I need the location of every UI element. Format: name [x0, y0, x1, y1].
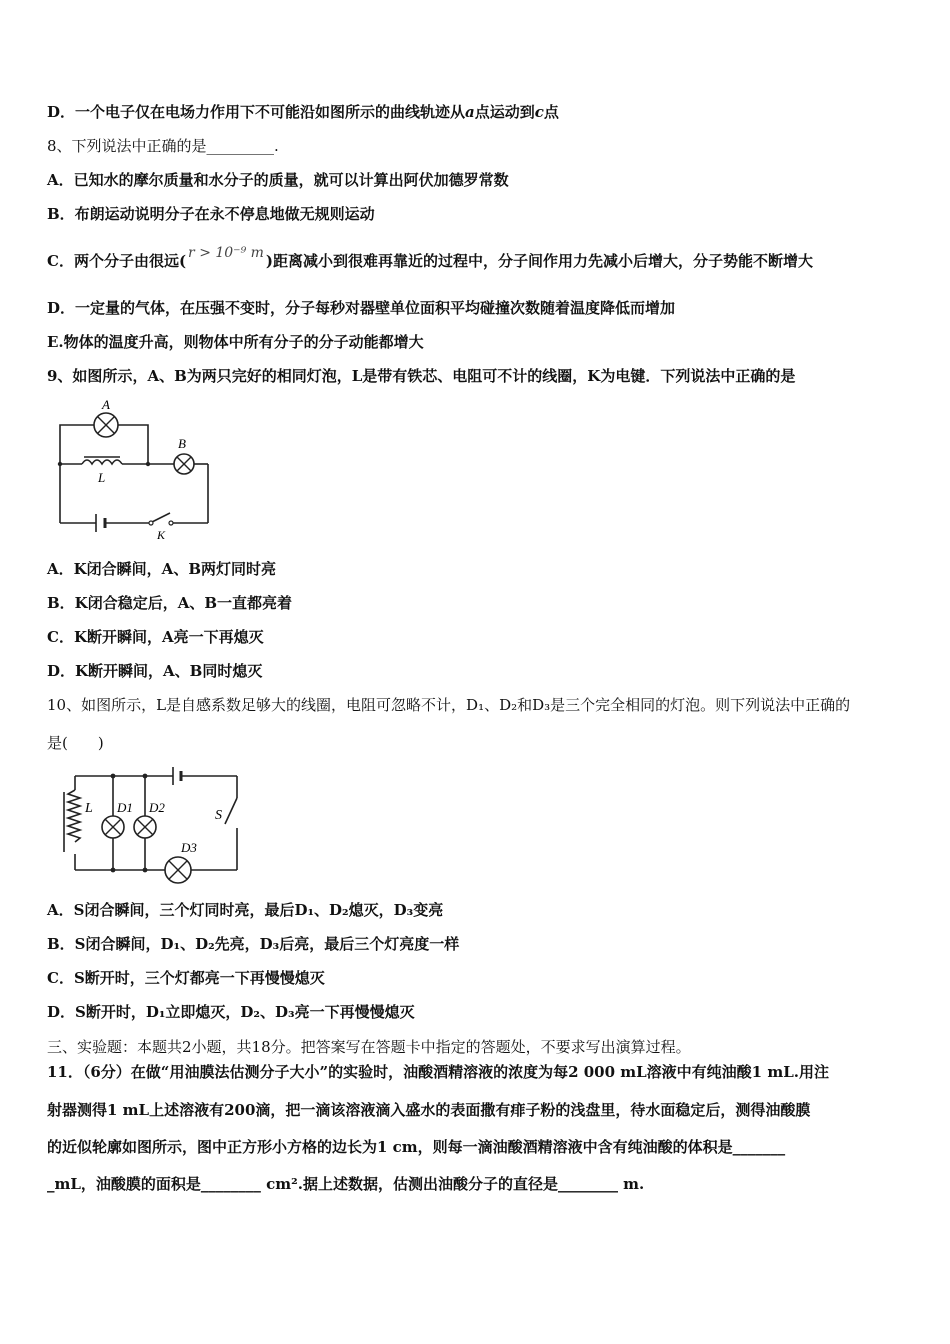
- q8-option-b: B．布朗运动说明分子在永不停息地做无规则运动: [47, 205, 375, 223]
- q10-option-a: A．S闭合瞬间，三个灯同时亮，最后D₁、D₂熄灭，D₃变亮: [47, 901, 444, 919]
- q9-circuit-figure: [50, 398, 220, 543]
- q10-label-l: L: [85, 801, 93, 816]
- q9-label-l: L: [98, 470, 106, 485]
- q11-line-4: _mL，油酸膜的面积是________ cm².据上述数据，估测出油酸分子的直径是________ m.: [47, 1175, 645, 1193]
- q10-stem-line2: 是( ): [47, 734, 104, 752]
- q8-formula: r > 10⁻⁹ m: [188, 245, 264, 261]
- q9-label-a: A: [102, 398, 110, 412]
- q10-label-d2: D2: [149, 800, 165, 815]
- q7-option-d-label: D．: [47, 103, 76, 121]
- q8-option-e: E.物体的温度升高，则物体中所有分子的分子动能都增大: [47, 333, 424, 351]
- q10-option-c: C．S断开时，三个灯都亮一下再慢慢熄灭: [47, 969, 325, 987]
- q9-lamp-a: [94, 413, 118, 437]
- q7-option-d: [47, 102, 559, 122]
- q7-option-d-text-3: 点: [543, 103, 559, 121]
- q10-circuit-figure: [55, 762, 245, 887]
- q9-option-a: A．K闭合瞬间，A、B两灯同时亮: [47, 560, 276, 578]
- q11-line-3: 的近似轮廓如图所示，图中正方形小方格的边长为1 cm，则每一滴油酸酒精溶液中含有纯油酸的体积是_______: [47, 1138, 786, 1156]
- q7-option-d-text-2: 点运动到: [474, 103, 535, 121]
- q8-option-c-pre: C．两个分子由很远(: [47, 252, 187, 270]
- q9-label-k: K: [157, 528, 166, 542]
- q8-option-a: A．已知水的摩尔质量和水分子的质量，就可以计算出阿伏加德罗常数: [47, 171, 509, 189]
- q11-line-2: 射器测得1 mL上述溶液有200滴，把一滴该溶液滴入盛水的表面撒有痱子粉的浅盘里，待水面稳定后，测得油酸膜: [47, 1101, 811, 1119]
- q8-option-d: D．一定量的气体，在压强不变时，分子每秒对器壁单位面积平均碰撞次数随着温度降低而增加: [47, 299, 676, 317]
- q8-stem: 8、下列说法中正确的是_________.: [47, 137, 279, 155]
- q9-option-d: D．K断开瞬间，A、B同时熄灭: [47, 662, 263, 680]
- q10-lamp-d1: [102, 816, 124, 838]
- q10-option-b: B．S闭合瞬间，D₁、D₂先亮，D₃后亮，最后三个灯亮度一样: [47, 935, 460, 953]
- q10-lamp-d3: [165, 857, 191, 883]
- q7-point-c: c: [534, 103, 544, 121]
- q7-point-a: a: [465, 103, 475, 121]
- q7-option-d-text-1: 一个电子仅在电场力作用下不可能沿如图所示的曲线轨迹从: [75, 103, 466, 121]
- q9-lamp-b: [174, 454, 194, 474]
- q9-option-b: B．K闭合稳定后，A、B一直都亮着: [47, 594, 293, 612]
- q9-stem: 9、如图所示，A、B为两只完好的相同灯泡，L是带有铁芯、电阻可不计的线圈，K为电键．下列说法中正确的是: [47, 367, 796, 385]
- q10-option-d: D．S断开时，D₁立即熄灭，D₂、D₃亮一下再慢慢熄灭: [47, 1003, 415, 1021]
- q10-stem-line1: 10、如图所示，L是自感系数足够大的线圈，电阻可忽略不计，D₁、D₂和D₃是三个完全相同的灯泡。则下列说法中正确的: [47, 696, 851, 714]
- q10-label-d1: D1: [117, 800, 133, 815]
- q11-line-1: 11．（6分）在做“用油膜法估测分子大小”的实验时，油酸酒精溶液的浓度为每2 000 mL溶液中有纯油酸1 mL.用注: [47, 1063, 829, 1081]
- q9-option-c: C．K断开瞬间，A亮一下再熄灭: [47, 628, 264, 646]
- q8-option-c: [47, 245, 814, 272]
- q10-label-s: S: [215, 808, 222, 823]
- q10-lamp-d2: [134, 816, 156, 838]
- section-3-heading: 三、实验题：本题共2小题，共18分。把答案写在答题卡中指定的答题处，不要求写出演算过程。: [47, 1038, 691, 1056]
- q8-option-c-post: )距离减小到很难再靠近的过程中，分子间作用力先减小后增大，分子势能不断增大: [265, 252, 814, 270]
- q10-label-d3: D3: [181, 840, 197, 855]
- q9-label-b: B: [178, 436, 186, 451]
